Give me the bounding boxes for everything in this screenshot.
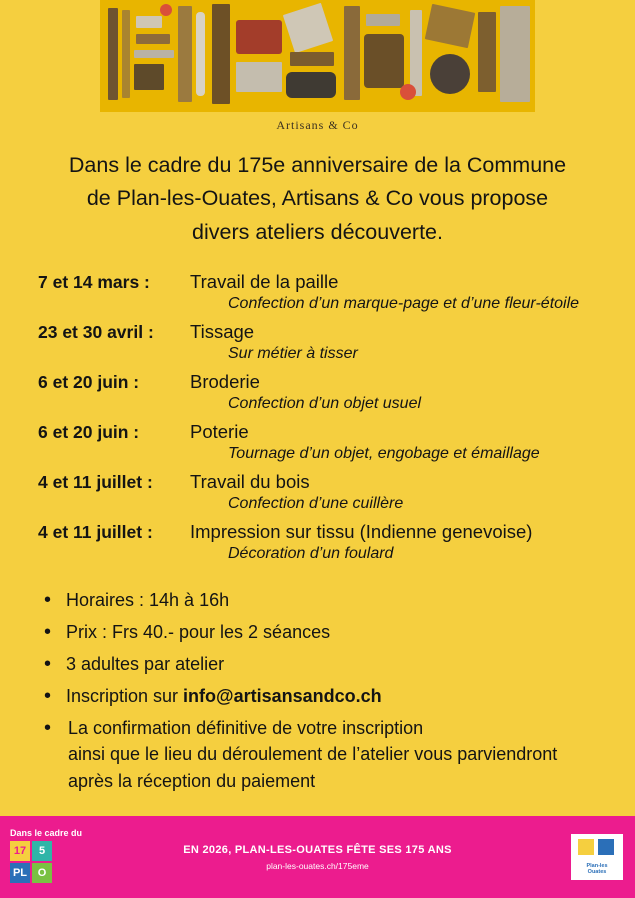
workshop-item	[38, 421, 635, 463]
tool-icon	[283, 3, 333, 53]
tool-icon	[400, 84, 416, 100]
logo-cell: 5	[32, 841, 52, 861]
footer-url[interactable]: plan-les-ouates.ch/175eme	[266, 860, 369, 871]
footer-banner	[0, 816, 635, 898]
tool-icon	[134, 50, 174, 58]
footer-left-label: Dans le cadre du	[10, 827, 83, 838]
intro-line-3: divers ateliers découverte.	[192, 219, 443, 244]
contact-email[interactable]: info@artisansandco.ch	[183, 686, 382, 707]
detail-prix: Prix : Frs 40.- pour les 2 séances	[66, 622, 331, 643]
workshop-item	[38, 521, 635, 563]
logo-cell: PL	[10, 863, 30, 883]
logo-cell: O	[32, 863, 52, 883]
workshop-title: Broderie	[190, 370, 260, 392]
tool-icon	[500, 6, 530, 102]
workshop-subtitle: Confection d’un marque-page et d’une fleur-étoile	[228, 294, 580, 312]
workshop-subtitle: Sur métier à tisser	[228, 344, 358, 362]
detail-confirmation-line-3: après la réception du paiement	[68, 770, 316, 791]
logo-text-line-1: Plan-les	[586, 862, 608, 869]
craft-tools-photo	[100, 0, 535, 112]
detail-places: 3 adultes par atelier	[66, 654, 225, 675]
workshop-title: Tissage	[190, 320, 255, 342]
tool-icon	[366, 14, 400, 26]
tool-icon	[136, 34, 170, 44]
workshop-subtitle: Confection d’un objet usuel	[228, 394, 422, 412]
workshop-date: 6 et 20 juin :	[38, 371, 140, 392]
workshop-date: 7 et 14 mars :	[38, 271, 150, 292]
tool-icon	[290, 52, 334, 66]
workshop-item	[38, 321, 635, 363]
plan-les-ouates-logo	[571, 834, 623, 880]
footer-center-block	[118, 844, 517, 871]
detail-confirmation-line-1: • La confirmation définitive de votre inscription	[68, 718, 424, 739]
footer-left-block	[0, 828, 118, 887]
workshop-item	[38, 371, 635, 413]
detail-confirmation-line-2: ainsi que le lieu du déroulement de l’atelier vous parviendront	[68, 744, 558, 765]
tool-icon	[108, 8, 118, 100]
workshop-list	[0, 271, 635, 563]
list-item	[44, 683, 635, 709]
details-list	[0, 587, 635, 794]
workshop-title: Travail du bois	[190, 470, 310, 492]
intro-text	[22, 149, 613, 249]
tool-icon	[430, 54, 470, 94]
tool-icon	[136, 16, 162, 28]
tool-icon	[236, 62, 282, 92]
tool-icon	[160, 4, 172, 16]
workshop-subtitle: Tournage d’un objet, engobage et émaillage	[228, 444, 540, 462]
footer-right-block	[517, 834, 635, 880]
list-item	[44, 587, 635, 613]
intro-line-1: Dans le cadre du 175e anniversaire de la Commune	[68, 153, 567, 177]
tool-icon	[212, 4, 230, 104]
brand-name: Artisans & Co	[276, 118, 359, 132]
tool-icon	[286, 72, 336, 98]
tool-icon	[425, 4, 476, 48]
workshop-date: 4 et 11 juillet :	[38, 521, 153, 542]
tool-icon	[410, 10, 422, 96]
tool-icon	[236, 20, 282, 54]
list-item	[44, 619, 635, 645]
tool-icon	[364, 34, 404, 88]
workshop-date: 23 et 30 avril :	[38, 321, 154, 342]
workshop-item	[38, 471, 635, 513]
detail-inscription-label: Inscription sur	[66, 686, 184, 707]
intro-line-2: de Plan-les-Ouates, Artisans & Co vous propose	[86, 186, 549, 211]
list-item	[44, 651, 635, 677]
footer-tagline: EN 2026, PLAN-LES-OUATES FÊTE SES 175 ANS	[183, 843, 452, 856]
workshop-subtitle: Décoration d’un foulard	[228, 544, 394, 562]
logo-square-blue-icon	[598, 839, 614, 855]
logo-cell: 17	[10, 841, 30, 861]
tool-icon	[196, 12, 205, 96]
workshop-date: 6 et 20 juin :	[38, 421, 140, 442]
logo-text-line-2: Ouates	[587, 869, 607, 876]
tool-icon	[478, 12, 496, 92]
workshop-date: 4 et 11 juillet :	[38, 471, 153, 492]
tool-icon	[122, 10, 130, 98]
workshop-title: Impression sur tissu (Indienne genevoise)	[190, 520, 533, 542]
workshop-title: Poterie	[190, 420, 249, 442]
workshop-subtitle: Confection d’une cuillère	[228, 494, 404, 512]
anniversary-175-logo	[10, 841, 74, 887]
tool-icon	[178, 6, 192, 102]
logo-square-yellow-icon	[578, 839, 594, 855]
workshop-title: Travail de la paille	[190, 270, 339, 292]
tool-icon	[344, 6, 360, 100]
list-item	[44, 715, 635, 793]
hero-banner	[0, 0, 635, 112]
tool-icon	[134, 64, 164, 90]
workshop-item	[38, 271, 635, 313]
detail-horaires: Horaires : 14h à 16h	[66, 589, 230, 610]
